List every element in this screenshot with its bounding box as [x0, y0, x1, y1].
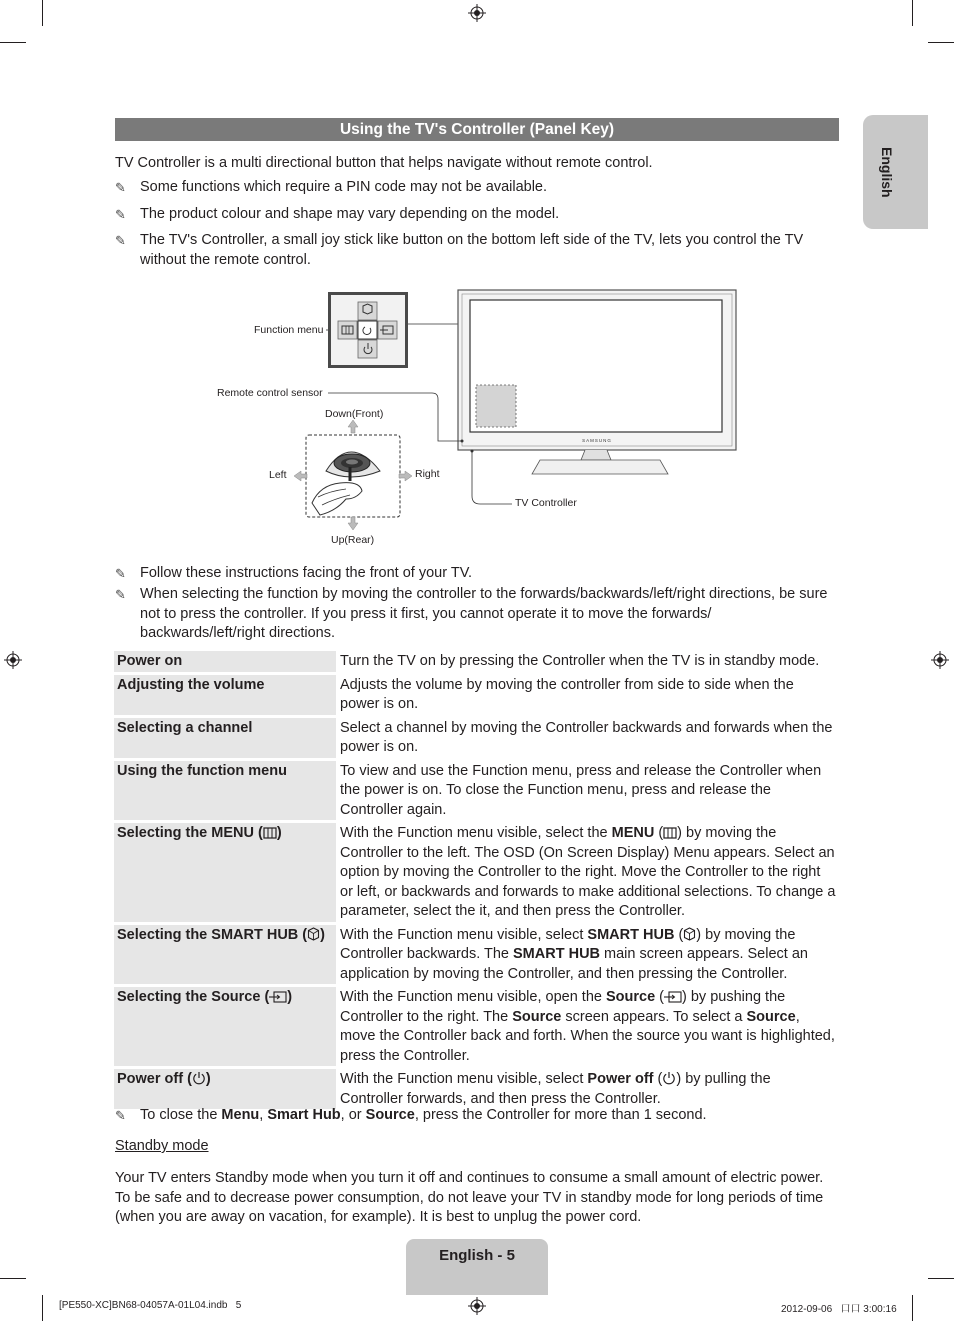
row-value-bold: Source — [605, 989, 656, 1005]
table-row — [114, 925, 839, 985]
note-text — [140, 1106, 835, 1126]
note-text: When selecting the function by moving the controller to the forwards/backwards/left/right directions, be sure not to press the controller. If you press it first, you cannot operate it to move the forwards/ backwards/left/right directions. — [140, 586, 828, 641]
pencil-note-icon: ✎ — [115, 207, 126, 222]
note-text: Follow these instructions facing the front of your TV. — [140, 565, 473, 581]
note-text-part: , — [259, 1107, 268, 1123]
table-row — [114, 675, 839, 715]
crop-mark — [912, 0, 913, 26]
pencil-note-icon: ✎ — [115, 587, 126, 602]
pencil-note-icon: ✎ — [115, 566, 126, 581]
row-value-text: ( — [655, 989, 665, 1005]
controller-function-table — [114, 648, 839, 1112]
note-item — [115, 178, 835, 198]
row-value: To view and use the Function menu, press and release the Controller when the power is on. To close the Function menu, press and release the Controller again. — [340, 762, 822, 818]
language-side-label: English — [879, 147, 895, 198]
function-menu-label: Function menu — [254, 324, 324, 336]
right-label: Right — [415, 468, 440, 480]
crop-mark — [42, 0, 43, 26]
row-value-text: main screen appears. Select an application by moving the Controller, and then pressing the Controller. — [340, 946, 808, 982]
row-key — [114, 823, 336, 922]
source-icon — [664, 991, 682, 1003]
row-value-bold: MENU — [611, 825, 655, 841]
row-value — [336, 925, 839, 985]
row-value-text: ( — [674, 926, 684, 943]
tv-illustration — [458, 290, 736, 474]
note-item — [115, 585, 835, 644]
footer-timestamp: 2012-09-06 口口 3:00:16 — [781, 1304, 897, 1315]
note-bold: Menu — [221, 1107, 260, 1123]
remote-sensor-label: Remote control sensor — [217, 387, 323, 399]
table-row — [114, 987, 839, 1066]
close-note — [115, 1106, 835, 1126]
note-text-part: , or — [340, 1107, 366, 1123]
registration-mark-icon — [931, 651, 949, 669]
row-value-text: With the Function menu visible, select — [340, 926, 588, 943]
row-value-text: ) by pushing the Controller to the right. The — [340, 989, 786, 1025]
table-row — [114, 823, 839, 922]
power-icon — [192, 1071, 206, 1085]
table-row — [114, 651, 839, 672]
row-key-text-end: ) — [205, 1071, 211, 1087]
language-side-tab — [863, 115, 928, 229]
note-text: The TV's Controller, a small joy stick like button on the bottom left side of the TV, lets you control the TV without the remote control. — [140, 232, 804, 268]
row-key-text-end: ) — [320, 926, 325, 943]
row-value-text: ) by pulling the Controller forwards, and then press the Controller. — [340, 1071, 771, 1107]
note-text: Some functions which require a PIN code may not be available. — [140, 179, 548, 195]
row-value: Select a channel by moving the Controller backwards and forwards when the power is on. — [340, 719, 833, 755]
left-label: Left — [269, 469, 287, 481]
row-value-text: ( — [654, 825, 664, 841]
row-value: Turn the TV on by pressing the Controller when the TV is in standby mode. — [340, 653, 820, 669]
note-text: The product colour and shape may vary depending on the model. — [140, 206, 560, 222]
note-bold: Source — [365, 1107, 415, 1123]
source-icon — [269, 991, 287, 1003]
menu-icon — [663, 827, 677, 839]
row-value-bold: SMART HUB — [513, 946, 601, 962]
tv-controller-label: TV Controller — [515, 497, 577, 509]
note-text-part: To close the — [140, 1107, 222, 1123]
row-value — [336, 987, 839, 1066]
table-row — [114, 1069, 839, 1109]
note-item — [115, 231, 835, 270]
registration-mark-icon — [4, 651, 22, 669]
row-value — [336, 823, 839, 922]
note-text-part: , press the Controller for more than 1 second. — [414, 1107, 707, 1123]
crop-mark — [42, 1295, 43, 1321]
joystick-illustration — [306, 435, 400, 517]
note-bold: Smart Hub — [267, 1107, 341, 1123]
row-value-text: ) by moving the Controller to the left. The OSD (On Screen Display) Menu appears. Select an option by moving the Controller to the right. Move the Controller to the right or left, or backwards and forwards to make additional selections. To change a parameter, select the it, and then press the Controller. — [340, 825, 836, 919]
row-key: Adjusting the volume — [114, 675, 336, 715]
crop-mark — [0, 42, 26, 43]
row-key-text: Selecting the MENU ( — [117, 825, 263, 841]
pencil-note-icon: ✎ — [115, 180, 126, 195]
function-menu-panel — [328, 292, 408, 368]
crop-mark — [912, 1295, 913, 1321]
row-value-text: screen appears. To select a — [561, 1008, 747, 1025]
row-key-text: Selecting the SMART HUB ( — [117, 926, 308, 943]
table-row — [114, 718, 839, 758]
row-value-text: With the Function menu visible, select the — [340, 825, 612, 841]
crop-mark — [928, 42, 954, 43]
power-icon — [662, 1071, 676, 1085]
row-key: Power on — [114, 651, 336, 672]
row-value-text: With the Function menu visible, select — [340, 1071, 588, 1087]
standby-heading: Standby mode — [115, 1138, 209, 1154]
row-value-bold: Power off — [587, 1071, 654, 1087]
row-value: Adjusts the volume by moving the controller from side to side when the power is on. — [340, 676, 794, 712]
page-number-tab: English - 5 — [406, 1239, 548, 1295]
table-row — [114, 761, 839, 821]
row-value-text: ( — [653, 1071, 663, 1087]
section-title: Using the TV's Controller (Panel Key) — [115, 118, 839, 141]
row-key — [114, 925, 336, 985]
brand-logo: SAMSUNG — [582, 438, 612, 443]
down-front-label: Down(Front) — [325, 408, 384, 420]
intro-text: TV Controller is a multi directional button that helps navigate without remote control. — [115, 155, 653, 171]
row-value-bold: SMART HUB — [587, 926, 675, 943]
pencil-note-icon: ✎ — [115, 233, 126, 248]
row-value-text: ) by moving the Controller backwards. The — [340, 926, 796, 962]
up-rear-label: Up(Rear) — [331, 534, 375, 546]
smart-hub-icon — [307, 927, 320, 941]
row-key-text: Selecting the Source ( — [117, 989, 270, 1005]
registration-mark-icon — [468, 1297, 486, 1315]
row-value — [336, 1069, 839, 1109]
row-value-bold: Source — [512, 1008, 562, 1025]
pencil-note-icon: ✎ — [115, 1108, 126, 1123]
footer-file-info: [PE550-XC]BN68-04057A-01L04.indb 5 — [59, 1300, 242, 1311]
row-key: Using the function menu — [114, 761, 336, 821]
row-value-text: With the Function menu visible, open the — [340, 989, 606, 1005]
row-value-bold: Source — [746, 1008, 796, 1025]
menu-icon — [263, 827, 277, 839]
row-key-text: Power off ( — [117, 1071, 192, 1087]
smart-hub-icon — [683, 927, 696, 941]
row-key-text-end: ) — [276, 825, 282, 841]
row-key-text-end: ) — [287, 989, 293, 1005]
row-value-text: , move the Controller back and forth. When the source you want is highlighted, press the Controller. — [340, 1008, 835, 1064]
row-key — [114, 1069, 336, 1109]
row-key: Selecting a channel — [114, 718, 336, 758]
crop-mark — [0, 1278, 26, 1279]
standby-body: Your TV enters Standby mode when you turn it off and continues to consume a small amount of electric power. To be safe and to decrease power consumption, do not leave your TV in standby mode for long periods of time (when you are away on vacation, for example). It is best to unplug the power cord. — [115, 1170, 824, 1225]
crop-mark — [928, 1278, 954, 1279]
note-item — [115, 564, 835, 584]
registration-mark-icon — [468, 4, 486, 22]
row-key — [114, 987, 336, 1066]
note-item — [115, 205, 835, 225]
